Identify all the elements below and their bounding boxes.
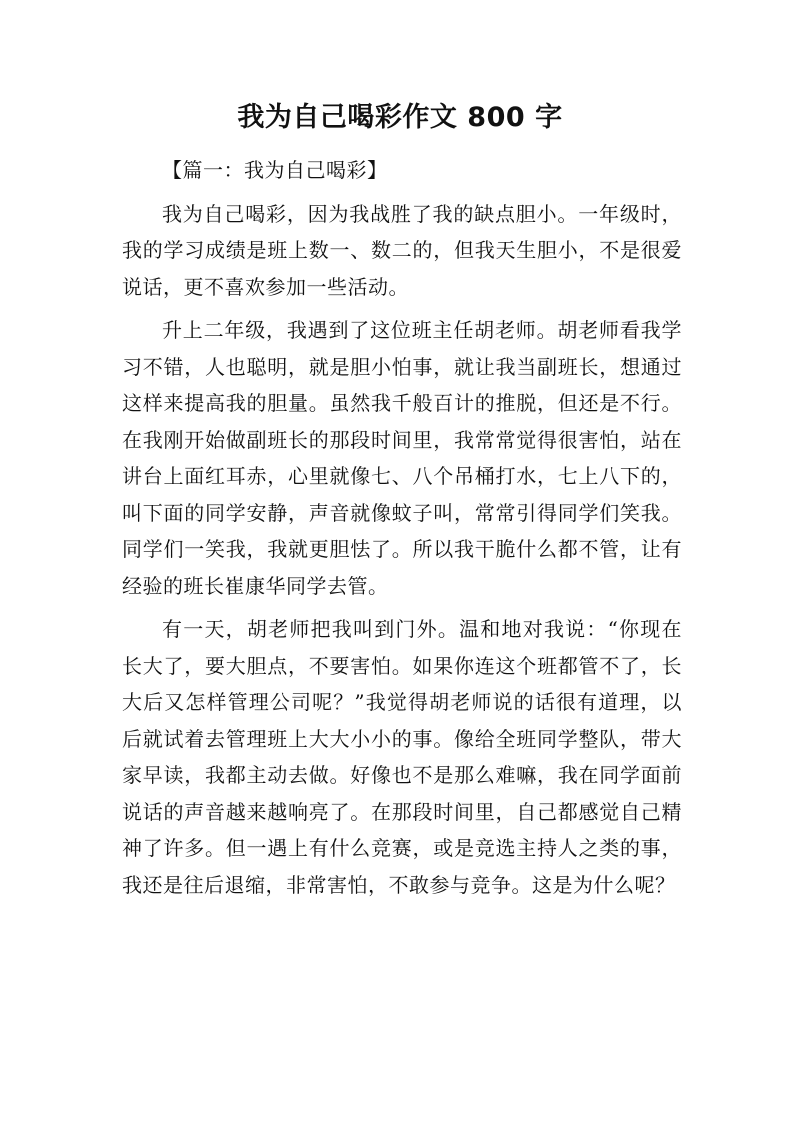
paragraph-3: 有一天，胡老师把我叫到门外。温和地对我说：“你现在长大了，要大胆点，不要害怕。如果你连这个班都管不了，长大后又怎样管理公司呢？”我觉得胡老师说的话很有道理，以后就试着去管理班上大大小小的事。像给全班同学整队，带大家早读，我都主动去做。好像也不是那么难嘛，我在同学面前说话的声音越来越响亮了。在那段时间里，自己都感觉自己精神了许多。但一遇上有什么竞赛，或是竞选主持人之类的事，我还是往后退缩，非常害怕，不敢参与竞争。这是为什么呢？ [122,617,682,897]
paragraph-1: 我为自己喝彩，因为我战胜了我的缺点胆小。一年级时，我的学习成绩是班上数一、数二的，但我天生胆小，不是很爱说话，更不喜欢参加一些活动。 [122,201,682,299]
document-body [122,152,682,910]
section-heading: 【篇一：我为自己喝彩】 [162,158,388,182]
document-title: 我为自己喝彩作文 800 字 [237,102,563,133]
paragraph-2: 升上二年级，我遇到了这位班主任胡老师。胡老师看我学习不错，人也聪明，就是胆小怕事，就让我当副班长，想通过这样来提高我的胆量。虽然我千般百计的推脱，但还是不行。在我刚开始做副班长的那段时间里，我常常觉得很害怕，站在讲台上面红耳赤，心里就像七、八个吊桶打水，七上八下的，叫下面的同学安静，声音就像蚊子叫，常常引得同学们笑我。同学们一笑我，我就更胆怯了。所以我干脆什么都不管，让有经验的班长崔康华同学去管。 [122,318,682,598]
